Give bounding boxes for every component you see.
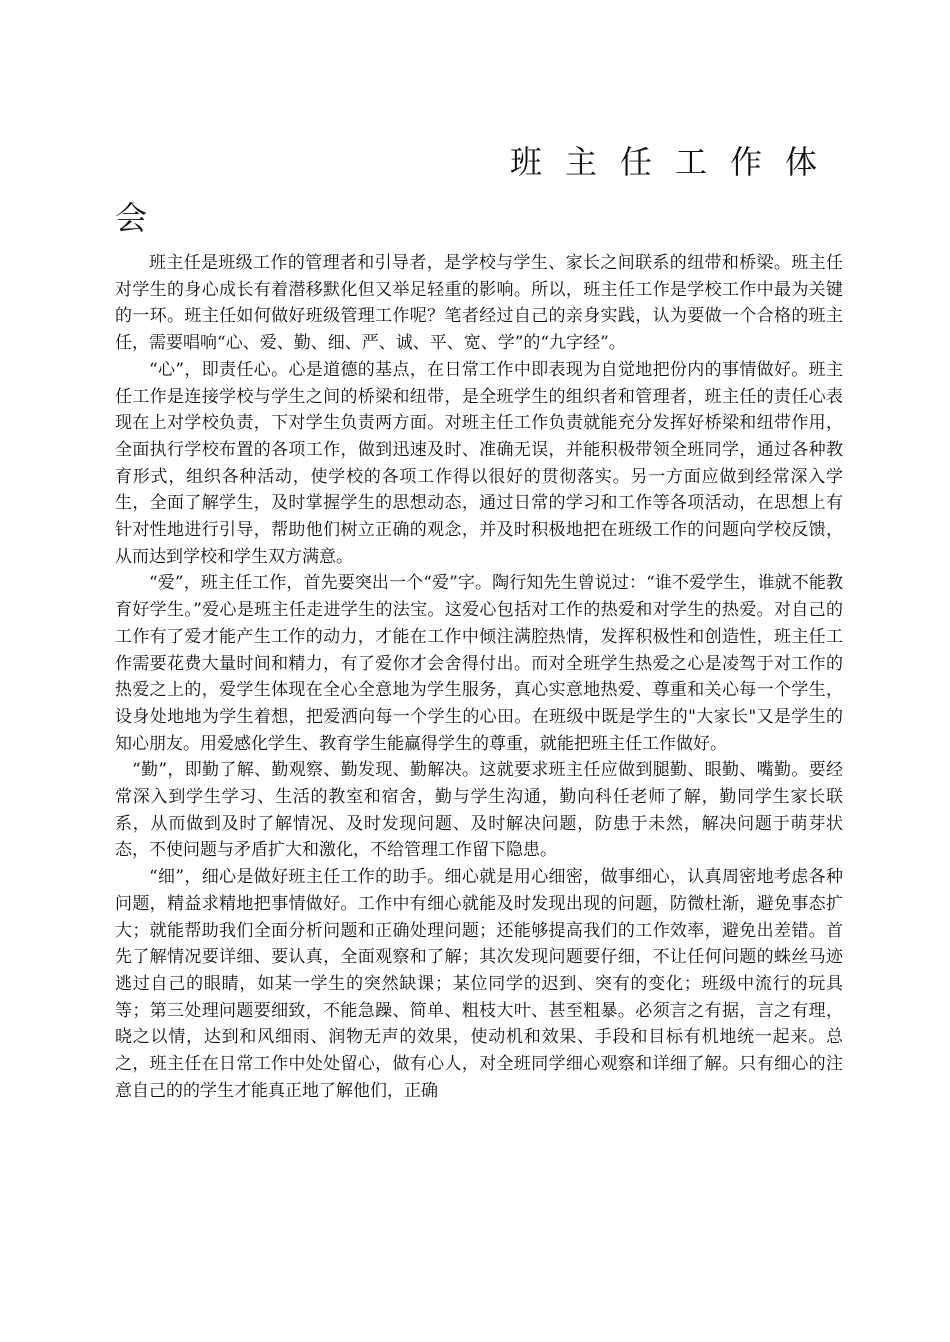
paragraph-qin: “勤”，即勤了解、勤观察、勤发现、勤解决。这就要求班主任应做到腿勤、眼勤、嘴勤。要经常深入到学生学习、生活的教室和宿舍，勤与学生沟通，勤向科任老师了解，勤同学生家长联系，从而做到及时了解情况、及时发现问题、及时解决问题，防患于未然，解决问题于萌芽状态，不使问题与矛盾扩大和激化，不给管理工作留下隐患。 — [115, 760, 843, 861]
paragraph-xi: “细”，细心是做好班主任工作的助手。细心就是用心细密，做事细心，认真周密地考虑各种问题，精益求精地把事情做好。工作中有细心就能及时发现出现的问题，防微杜渐，避免事态扩大；就能帮助我们全面分析问题和正确处理问题；还能够提高我们的工作效率，避免出差错。首先了解情况要详细、要认真，全面观察和了解；其次发现问题要仔细，不让任何问题的蛛丝马迹逃过自己的眼睛，如某一学生的突然缺课；某位同学的迟到、突有的变化；班级中流行的玩具等；第三处理问题要细致，不能急躁、简单、粗枝大叶、甚至粗暴。必须言之有据，言之有理，晓之以情，达到和风细雨、润物无声的效果，使动机和效果、手段和目标有机地统一起来。总之，班主任在日常工作中处处留心，做有心人，对全班同学细心观察和详细了解。只有细心的注意自己的的学生才能真正地了解他们，正确 — [115, 867, 843, 1101]
paragraph-xin: “心”，即责任心。心是道德的基点，在日常工作中即表现为自觉地把份内的事情做好。班主任工作是连接学校与学生之间的桥梁和纽带，是全班学生的组织者和管理者，班主任的责任心表现在上对学校负责，下对学生负责两方面。对班主任工作负责就能充分发挥好桥梁和纽带作用，全面执行学校布置的各项工作，做到迅速及时、准确无误，并能积极带领全班同学，通过各种教育形式，组织各种活动，使学校的各项工作得以很好的贯彻落实。另一方面应做到经常深入学生，全面了解学生，及时掌握学生的思想动态，通过日常的学习和工作等各项活动，在思想上有针对性地进行引导，帮助他们树立正确的观念，并及时积极地把在班级工作的问题向学校反馈，从而达到学校和学生双方满意。 — [115, 359, 843, 567]
document-title-continuation: 会 — [115, 199, 148, 237]
document-title: 班主任工作体 — [509, 143, 840, 181]
paragraph-intro: 班主任是班级工作的管理者和引导者，是学校与学生、家长之间联系的纽带和桥梁。班主任对学生的身心成长有着潜移默化但又举足轻重的影响。所以，班主任工作是学校工作中最为关键的一环。班主任如何做好班级管理工作呢？笔者经过自己的亲身实践，认为要做一个合格的班主任，需要唱响“心、爱、勤、细、严、诚、平、宽、学”的“九字经”。 — [115, 253, 843, 354]
document-body — [115, 250, 843, 1105]
paragraph-ai: “爱”，班主任工作，首先要突出一个“爱”字。陶行知先生曾说过：“谁不爱学生，谁就不能教育好学生。”爱心是班主任走进学生的法宝。这爱心包括对工作的热爱和对学生的热爱。对自己的工作有了爱才能产生工作的动力，才能在工作中倾注满腔热情，发挥积极性和创造性，班主任工作需要花费大量时间和精力，有了爱你才会舍得付出。而对全班学生热爱之心是凌驾于对工作的热爱之上的，爱学生体现在全心全意地为学生服务，真心实意地热爱、尊重和关心每一个学生，设身处地地为学生着想，把爱洒向每一个学生的心田。在班级中既是学生的"大家长"又是学生的知心朋友。用爱感化学生、教育学生能赢得学生的尊重，就能把班主任工作做好。 — [115, 573, 843, 754]
